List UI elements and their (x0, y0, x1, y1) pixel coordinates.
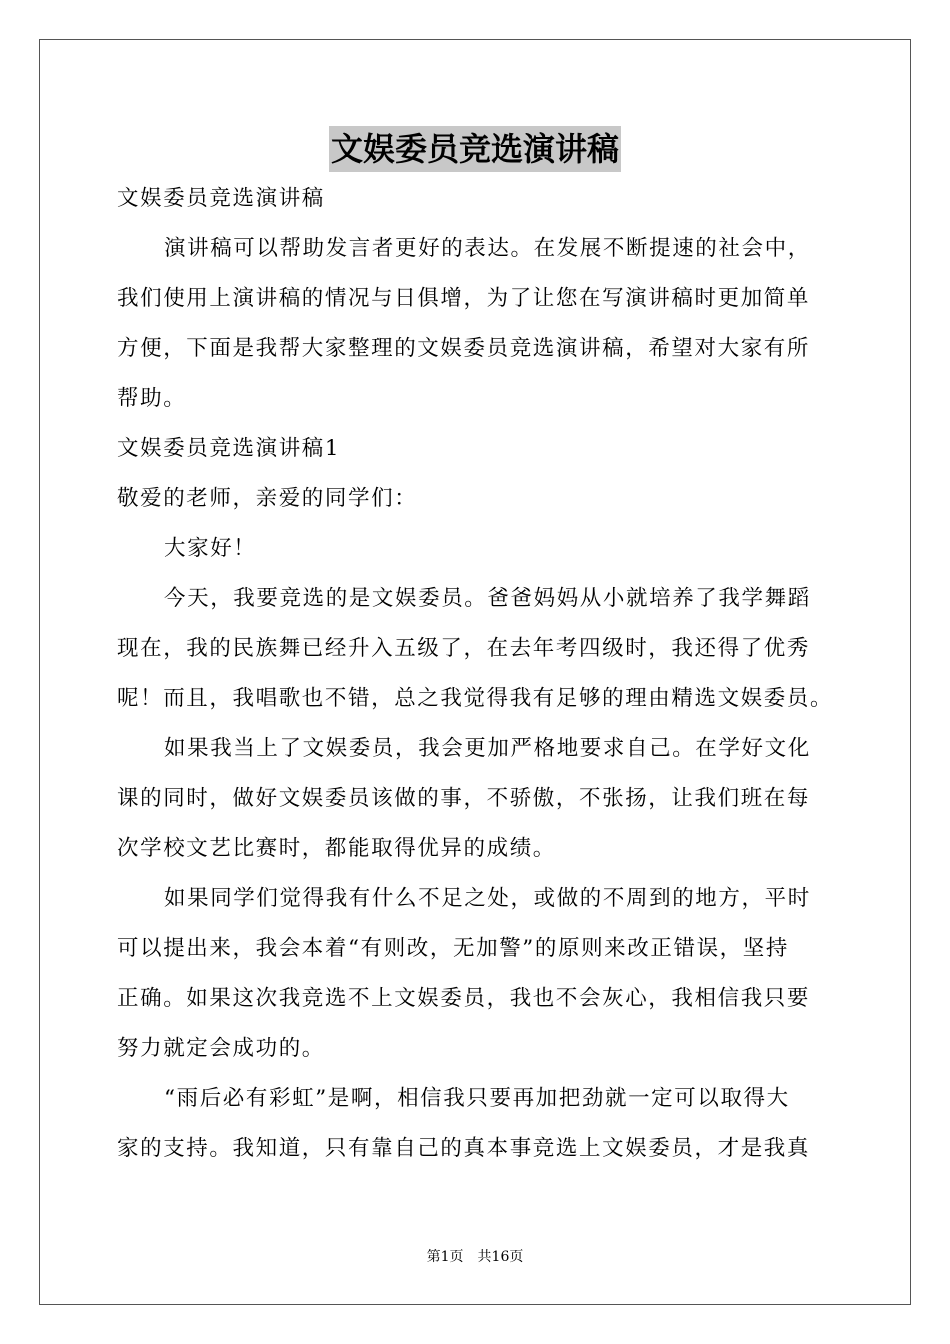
text-line: 帮助。 (117, 386, 187, 411)
text-line: 如果我当上了文娱委员，我会更加严格地要求自己。在学好文化 (164, 736, 811, 761)
document-body (117, 174, 839, 1174)
text-line: 可以提出来，我会本着“有则改，无加警”的原则来改正错误，坚持 (117, 936, 789, 961)
text-line: 我们使用上演讲稿的情况与日俱增，为了让您在写演讲稿时更加简单 (117, 286, 811, 311)
text-line: 家的支持。我知道，只有靠自己的真本事竞选上文娱委员，才是我真 (117, 1136, 811, 1161)
text-line: 文娱委员竞选演讲稿1 (117, 436, 341, 461)
text-line: 努力就定会成功的。 (117, 1036, 325, 1061)
text-line: 次学校文艺比赛时，都能取得优异的成绩。 (117, 836, 556, 861)
text-line: 现在，我的民族舞已经升入五级了，在去年考四级时，我还得了优秀 (117, 636, 811, 661)
page-footer: 第1页 共16页 (426, 1249, 524, 1265)
text-line: “雨后必有彩虹”是啊，相信我只要再加把劲就一定可以取得大 (164, 1086, 790, 1111)
text-line: 演讲稿可以帮助发言者更好的表达。在发展不断提速的社会中， (164, 236, 811, 261)
text-line: 方便，下面是我帮大家整理的文娱委员竞选演讲稿，希望对大家有所 (117, 336, 811, 361)
text-line: 如果同学们觉得我有什么不足之处，或做的不周到的地方，平时 (164, 886, 811, 911)
text-line: 今天，我要竞选的是文娱委员。爸爸妈妈从小就培养了我学舞蹈 (164, 586, 811, 611)
title-container (0, 126, 950, 172)
document-title: 文娱委员竞选演讲稿 (329, 126, 621, 172)
text-line: 大家好！ (164, 536, 257, 561)
text-line: 呢！而且，我唱歌也不错，总之我觉得我有足够的理由精选文娱委员。 (117, 686, 834, 711)
text-line: 文娱委员竞选演讲稿 (117, 186, 325, 211)
text-line: 正确。如果这次我竞选不上文娱委员，我也不会灰心，我相信我只要 (117, 986, 811, 1011)
text-line: 敬爱的老师，亲爱的同学们： (117, 486, 418, 511)
text-line: 课的同时，做好文娱委员该做的事，不骄傲，不张扬，让我们班在每 (117, 786, 811, 811)
